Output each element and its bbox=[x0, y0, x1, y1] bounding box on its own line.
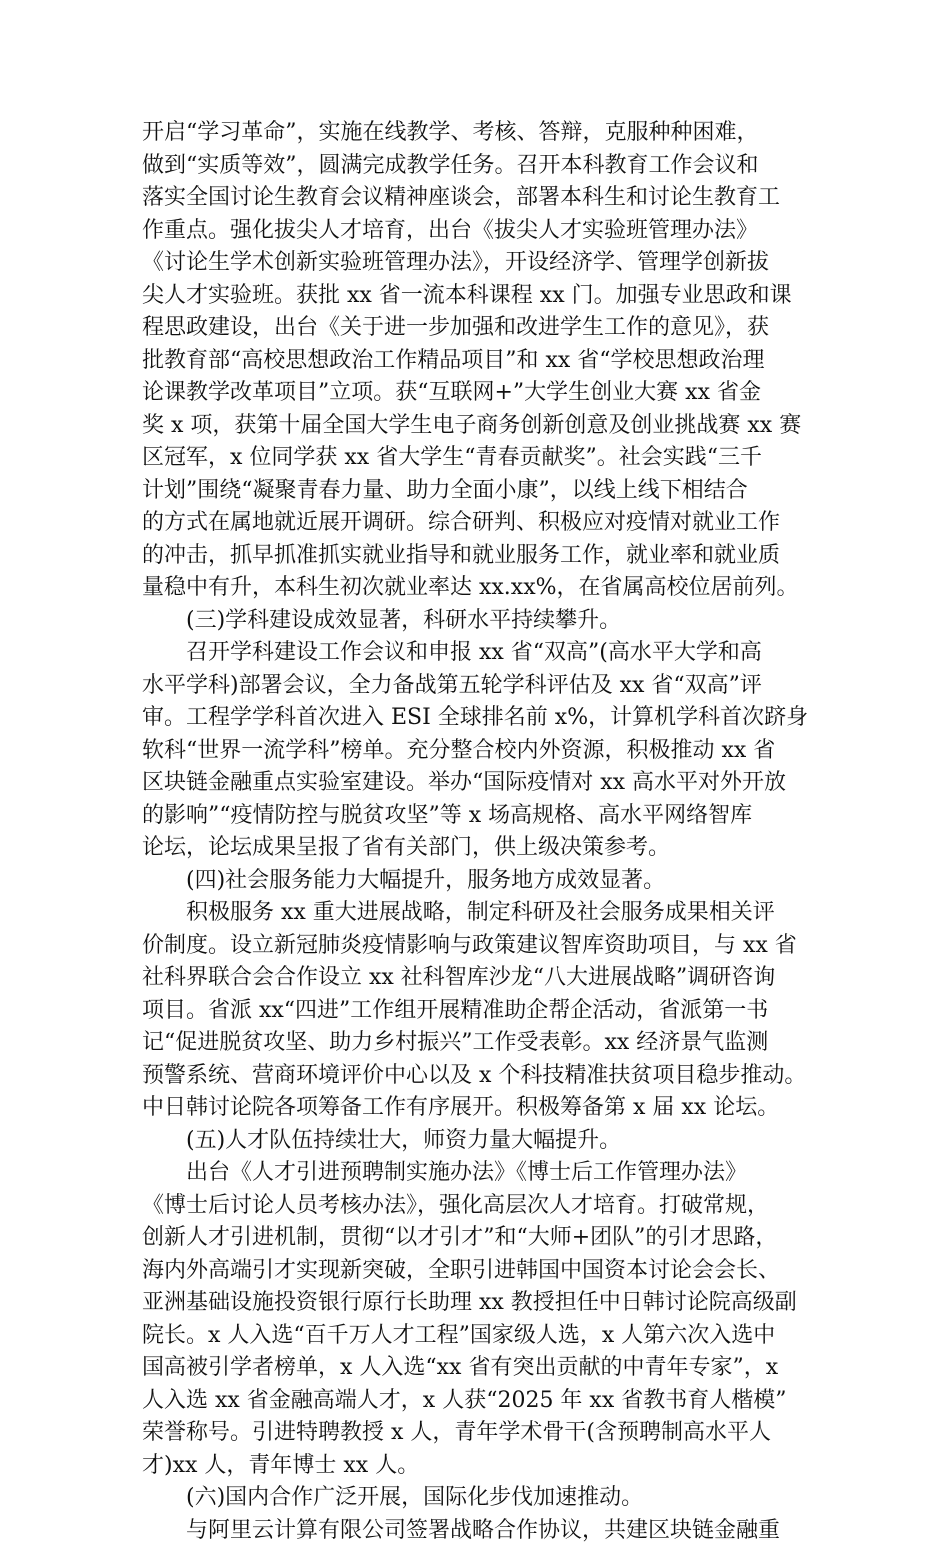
text-line: 荣誉称号。引进特聘教授 x 人，青年学术骨干(含预聘制高水平人 bbox=[142, 1417, 814, 1450]
text-line: 做到“实质等效”，圆满完成教学任务。召开本科教育工作会议和 bbox=[142, 150, 814, 183]
text-line: 的冲击，抓早抓准抓实就业指导和就业服务工作，就业率和就业质 bbox=[142, 540, 814, 573]
text-line: 论坛，论坛成果呈报了省有关部门，供上级决策参考。 bbox=[142, 832, 814, 865]
text-line: 亚洲基础设施投资银行原行长助理 xx 教授担任中日韩讨论院高级副 bbox=[142, 1287, 814, 1320]
text-line: 批教育部“高校思想政治工作精品项目”和 xx 省“学校思想政治理 bbox=[142, 345, 814, 378]
text-line: 软科“世界一流学科”榜单。充分整合校内外资源，积极推动 xx 省 bbox=[142, 735, 814, 768]
paragraph-start-line: 与阿里云计算有限公司签署战略合作协议，共建区块链金融重 bbox=[142, 1515, 814, 1547]
section-heading: (六)国内合作广泛开展，国际化步伐加速推动。 bbox=[142, 1482, 814, 1515]
text-line: 创新人才引进机制，贯彻“以才引才”和“大师+团队”的引才思路， bbox=[142, 1222, 814, 1255]
text-line: 才)xx 人，青年博士 xx 人。 bbox=[142, 1450, 814, 1483]
section-heading: (五)人才队伍持续壮大，师资力量大幅提升。 bbox=[142, 1125, 814, 1158]
text-line: 的方式在属地就近展开调研。综合研判、积极应对疫情对就业工作 bbox=[142, 507, 814, 540]
text-line: 院长。x 人入选“百千万人才工程”国家级人选，x 人第六次入选中 bbox=[142, 1320, 814, 1353]
text-line: 论课教学改革项目”立项。获“互联网+”大学生创业大赛 xx 省金 bbox=[142, 377, 814, 410]
text-line: 预警系统、营商环境评价中心以及 x 个科技精准扶贫项目稳步推动。 bbox=[142, 1060, 814, 1093]
text-line: 《博士后讨论人员考核办法》，强化高层次人才培育。打破常规， bbox=[142, 1190, 814, 1223]
text-line: 中日韩讨论院各项筹备工作有序展开。积极筹备第 x 届 xx 论坛。 bbox=[142, 1092, 814, 1125]
text-line: 水平学科)部署会议，全力备战第五轮学科评估及 xx 省“双高”评 bbox=[142, 670, 814, 703]
text-line: 区块链金融重点实验室建设。举办“国际疫情对 xx 高水平对外开放 bbox=[142, 767, 814, 800]
paragraph-start-line: 积极服务 xx 重大进展战略，制定科研及社会服务成果相关评 bbox=[142, 897, 814, 930]
text-line: 《讨论生学术创新实验班管理办法》，开设经济学、管理学创新拔 bbox=[142, 247, 814, 280]
text-line: 程思政建设，出台《关于进一步加强和改进学生工作的意见》，获 bbox=[142, 312, 814, 345]
text-line: 区冠军，x 位同学获 xx 省大学生“青春贡献奖”。社会实践“三千 bbox=[142, 442, 814, 475]
text-line: 作重点。强化拔尖人才培育，出台《拔尖人才实验班管理办法》 bbox=[142, 215, 814, 248]
paragraph-start-line: 召开学科建设工作会议和申报 xx 省“双高”(高水平大学和高 bbox=[142, 637, 814, 670]
text-line: 尖人才实验班。获批 xx 省一流本科课程 xx 门。加强专业思政和课 bbox=[142, 280, 814, 313]
body-text bbox=[142, 117, 814, 1547]
text-line: 海内外高端引才实现新突破，全职引进韩国中国资本讨论会会长、 bbox=[142, 1255, 814, 1288]
text-line: 记“促进脱贫攻坚、助力乡村振兴”工作受表彰。xx 经济景气监测 bbox=[142, 1027, 814, 1060]
text-line: 量稳中有升，本科生初次就业率达 xx.xx%，在省属高校位居前列。 bbox=[142, 572, 814, 605]
text-line: 项目。省派 xx“四进”工作组开展精准助企帮企活动，省派第一书 bbox=[142, 995, 814, 1028]
text-line: 的影响”“疫情防控与脱贫攻坚”等 x 场高规格、高水平网络智库 bbox=[142, 800, 814, 833]
text-line: 开启“学习革命”，实施在线教学、考核、答辩，克服种种困难， bbox=[142, 117, 814, 150]
text-line: 社科界联合会合作设立 xx 社科智库沙龙“八大进展战略”调研咨询 bbox=[142, 962, 814, 995]
section-heading: (四)社会服务能力大幅提升，服务地方成效显著。 bbox=[142, 865, 814, 898]
text-line: 落实全国讨论生教育会议精神座谈会，部署本科生和讨论生教育工 bbox=[142, 182, 814, 215]
section-heading: (三)学科建设成效显著，科研水平持续攀升。 bbox=[142, 605, 814, 638]
text-line: 审。工程学学科首次进入 ESI 全球排名前 x%，计算机学科首次跻身 bbox=[142, 702, 814, 735]
text-line: 奖 x 项，获第十届全国大学生电子商务创新创意及创业挑战赛 xx 赛 bbox=[142, 410, 814, 443]
text-line: 国高被引学者榜单，x 人入选“xx 省有突出贡献的中青年专家”，x bbox=[142, 1352, 814, 1385]
text-line: 人入选 xx 省金融高端人才，x 人获“2025 年 xx 省教书育人楷模” bbox=[142, 1385, 814, 1418]
paragraph-start-line: 出台《人才引进预聘制实施办法》《博士后工作管理办法》 bbox=[142, 1157, 814, 1190]
text-line: 价制度。设立新冠肺炎疫情影响与政策建议智库资助项目，与 xx 省 bbox=[142, 930, 814, 963]
text-line: 计划”围绕“凝聚青春力量、助力全面小康”，以线上线下相结合 bbox=[142, 475, 814, 508]
